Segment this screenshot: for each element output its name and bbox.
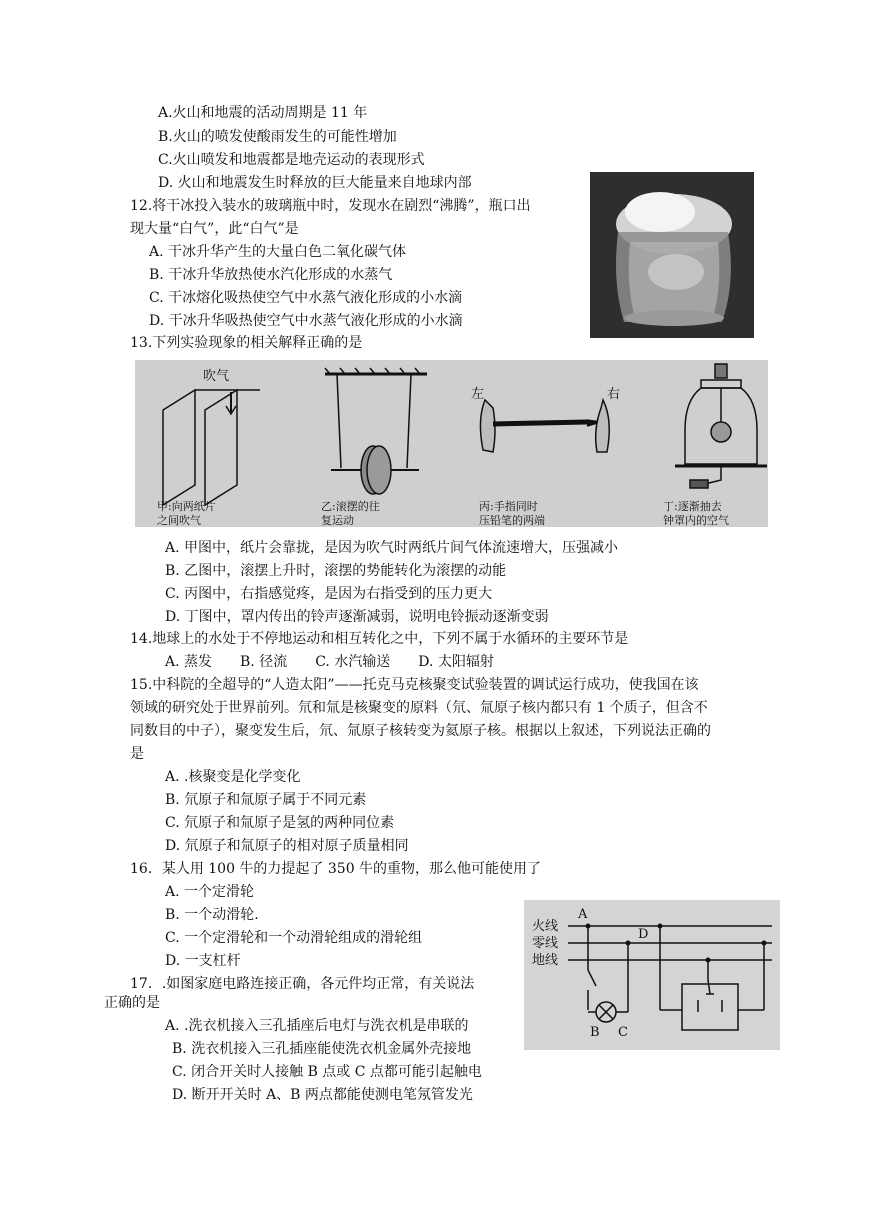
ground-wire-label: 地线	[532, 953, 559, 968]
q16-option-c: C. 一个定滑轮和一个动滑轮组成的滑轮组	[165, 930, 423, 946]
q17-option-a: A. .洗衣机接入三孔插座后电灯与洗衣机是串联的	[165, 1018, 469, 1034]
q11-option-c: C.火山喷发和地震都是地壳运动的表现形式	[158, 152, 425, 168]
household-circuit-drawing	[524, 900, 780, 1050]
q17-option-c: C. 闭合开关时人接触 B 点或 C 点都可能引起触电	[172, 1064, 482, 1080]
q13-option-d: D. 丁图中，罩内传出的铃声逐渐减弱，说明电铃振动逐渐变弱	[165, 609, 549, 625]
dry-ice-bottle-photo	[590, 172, 754, 338]
caption-bing-2: 压铅笔的两端	[479, 514, 545, 527]
fig-jia-papers	[163, 390, 260, 505]
caption-yi-1: 乙:滚摆的往	[321, 500, 380, 513]
q17-option-b: B. 洗衣机接入三孔插座能使洗衣机金属外壳接地	[172, 1041, 472, 1057]
point-a-label: A	[578, 907, 588, 922]
neutral-wire-label: 零线	[532, 936, 559, 951]
caption-jia-1: 甲:向两纸片	[157, 500, 216, 513]
q16-option-a: A. 一个定滑轮	[165, 884, 255, 900]
q13-option-a: A. 甲图中，纸片会靠拢，是因为吹气时两纸片间气体流速增大，压强减小	[165, 540, 619, 556]
q15-option-b: B. 氘原子和氚原子属于不同元素	[165, 792, 367, 808]
q14-stem: 14.地球上的水处于不停地运动和相互转化之中，下列不属于水循环的主要环节是	[130, 631, 629, 647]
q12-stem-line2: 现大量“白气”，此“白气”是	[130, 221, 299, 237]
caption-jia-2: 之间吹气	[157, 514, 201, 527]
q15-option-c: C. 氘原子和氚原子是氢的两种同位素	[165, 815, 395, 831]
caption-bing-1: 丙:手指同时	[479, 500, 538, 513]
point-d-label: D	[638, 927, 649, 942]
q17-stem-line1: 17．.如图家庭电路连接正确，各元件均正常，有关说法	[130, 976, 475, 992]
q15-stem-line3: 同数目的中子），聚变发生后，氘、氚原子核转变为氦原子核。根据以上叙述，下列说法正确的	[130, 723, 711, 739]
q13-experiment-figure	[135, 360, 768, 527]
q14-options: A. 蒸发 B. 径流 C. 水汽输送 D. 太阳辐射	[165, 654, 494, 670]
q12-option-a: A. 干冰升华产生的大量白色二氧化碳气体	[149, 244, 407, 260]
right-label: 右	[607, 387, 621, 402]
left-label: 左	[471, 387, 485, 402]
q15-option-d: D. 氘原子和氚原子的相对原子质量相同	[165, 838, 409, 854]
fig-bing-pencil	[480, 400, 609, 452]
q15-stem-line4: 是	[130, 746, 144, 762]
q13-stem: 13.下列实验现象的相关解释正确的是	[130, 335, 363, 351]
q16-option-d: D. 一支杠杆	[165, 953, 241, 969]
q12-option-d: D. 干冰升华吸热使空气中水蒸气液化形成的小水滴	[149, 313, 463, 329]
fig-yi-maxwell-wheel	[325, 368, 427, 494]
fig-ding-bell-jar	[675, 364, 767, 488]
q12-stem-line1: 12.将干冰投入装水的玻璃瓶中时，发现水在剧烈“沸腾”，瓶口出	[130, 198, 531, 214]
dry-ice-bottle-image	[590, 172, 754, 338]
caption-ding-2: 钟罩内的空气	[663, 514, 729, 527]
point-b-label: B	[590, 1025, 600, 1040]
q17-stem-line2: 正确的是	[104, 995, 160, 1011]
q12-option-c: C. 干冰熔化吸热使空气中水蒸气液化形成的小水滴	[149, 290, 463, 306]
q12-option-b: B. 干冰升华放热使水汽化形成的水蒸气	[149, 267, 393, 283]
q13-figure-drawing	[135, 360, 768, 527]
q15-stem-line2: 领域的研究处于世界前列。氘和氚是核聚变的原料（氘、氚原子核内都只有 1 个质子，但含不	[130, 700, 708, 716]
caption-ding-1: 丁:逐渐抽去	[663, 500, 722, 513]
q15-option-a: A. .核聚变是化学变化	[165, 769, 301, 785]
point-c-label: C	[618, 1025, 628, 1040]
q13-option-b: B. 乙图中，滚摆上升时，滚摆的势能转化为滚摆的动能	[165, 563, 507, 579]
q16-option-b: B. 一个动滑轮.	[165, 907, 259, 923]
q16-stem: 16．某人用 100 牛的力提起了 350 牛的重物，那么他可能使用了	[130, 861, 542, 877]
q17-circuit-figure	[524, 900, 780, 1050]
q15-stem-line1: 15.中科院的全超导的“人造太阳”——托克马克核聚变试验装置的调试运行成功，使我国在该	[130, 677, 699, 693]
q13-option-c: C. 丙图中，右指感觉疼，是因为右指受到的压力更大	[165, 586, 493, 602]
q11-option-b: B.火山的喷发使酸雨发生的可能性增加	[158, 129, 397, 145]
q11-option-d: D. 火山和地震发生时释放的巨大能量来自地球内部	[158, 175, 472, 191]
q11-option-a: A.火山和地震的活动周期是 11 年	[158, 105, 368, 121]
q17-option-d: D. 断开开关时 A、B 两点都能使测电笔氖管发光	[172, 1087, 473, 1103]
live-wire-label: 火线	[532, 919, 559, 934]
blow-label: 吹气	[203, 369, 230, 384]
caption-yi-2: 复运动	[321, 514, 354, 527]
